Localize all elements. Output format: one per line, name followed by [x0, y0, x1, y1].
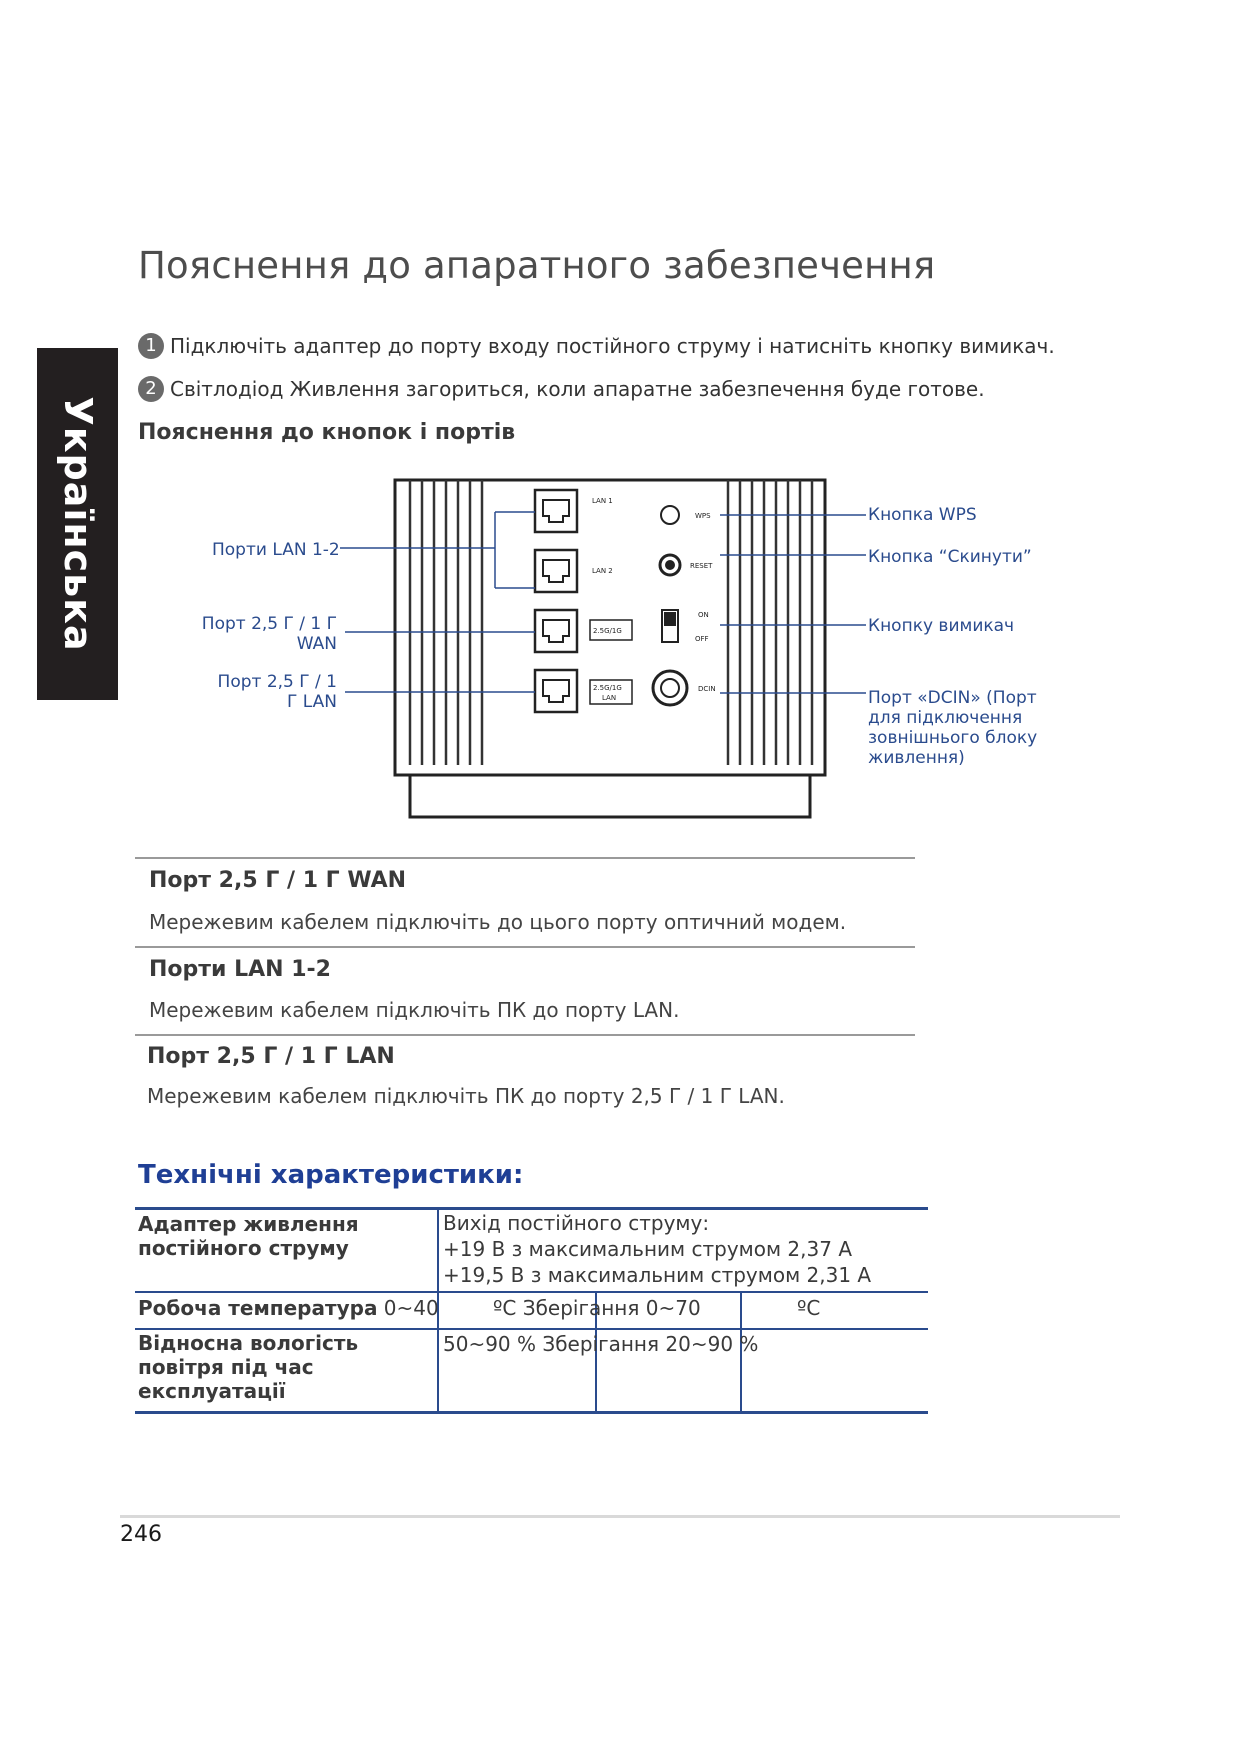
- callout-wan-line1: Порт 2,5 Г / 1 Г: [201, 614, 337, 634]
- specs-heading: Технічні характеристики:: [138, 1160, 524, 1190]
- port-lan25-desc: Мережевим кабелем підключіть ПК до порту 2,5 Г / 1 Г LAN.: [147, 1084, 785, 1108]
- step-text: Світлодіод Живлення загориться, коли апаратне забезпечення буде готове.: [170, 377, 985, 401]
- spec-label-humidity: [138, 1331, 358, 1403]
- buttons-ports-heading: Пояснення до кнопок і портів: [138, 420, 516, 445]
- spec-value-temperature-b: ºC: [797, 1296, 821, 1320]
- callout-dcin-line1: Порт «DCIN» (Порт: [868, 688, 1037, 708]
- callout-reset-button: Кнопка “Скинути”: [868, 547, 1032, 567]
- spec-value-adapter: [443, 1210, 871, 1288]
- spec-label-line: постійного струму: [138, 1236, 349, 1260]
- spec-value-temperature-a: ºC Зберігання 0~70: [493, 1296, 701, 1320]
- specs-row-line: [135, 1328, 928, 1330]
- callout-lan-ports: Порти LAN 1-2: [212, 540, 340, 560]
- divider: [135, 946, 915, 948]
- label-lan-badge-1: 2.5G/1G: [593, 684, 622, 692]
- spec-value-humidity: 50~90 % Зберігання 20~90 %: [443, 1332, 759, 1356]
- spec-label-line: Відносна вологість: [138, 1331, 359, 1355]
- callout-wan-port: [200, 614, 337, 654]
- spec-label-value: 0~40: [383, 1296, 439, 1320]
- callout-dcin-line4: живлення): [868, 748, 965, 768]
- port-lan-desc: Мережевим кабелем підключіть ПК до порту LAN.: [149, 998, 680, 1022]
- label-lan-badge-2: LAN: [602, 694, 617, 702]
- callout-dcin-port: [868, 688, 1037, 768]
- callout-dcin-line3: зовнішнього блоку: [868, 728, 1038, 748]
- callout-lan25-port: [200, 672, 337, 712]
- spec-label-line: Адаптер живлення: [138, 1212, 359, 1236]
- label-wan-badge: 2.5G/1G: [593, 627, 622, 635]
- divider: [135, 1034, 915, 1036]
- specs-bottom-rule: [135, 1411, 928, 1414]
- callout-wps-button: Кнопка WPS: [868, 505, 977, 525]
- spec-value-line: Вихід постійного струму:: [443, 1211, 710, 1235]
- port-wan-desc: Мережевим кабелем підключіть до цього порту оптичний модем.: [149, 910, 847, 934]
- callout-power-switch: Кнопку вимикач: [868, 616, 1015, 636]
- step-number-badge: 2: [138, 376, 164, 402]
- label-reset: RESET: [690, 562, 713, 570]
- spec-label-text: Робоча температура: [138, 1296, 378, 1320]
- footer-rule: [120, 1515, 1120, 1518]
- callout-wan-line2: WAN: [296, 634, 337, 654]
- label-dcin: DCIN: [698, 685, 716, 693]
- label-lan2: LAN 2: [592, 567, 613, 575]
- specs-row-line: [135, 1291, 928, 1293]
- label-wps: WPS: [695, 512, 711, 520]
- port-lan25-name: Порт 2,5 Г / 1 Г LAN: [147, 1044, 395, 1069]
- port-wan-name: Порт 2,5 Г / 1 Г WAN: [149, 868, 407, 893]
- step-number-badge: 1: [138, 333, 164, 359]
- label-on: ON: [698, 611, 709, 619]
- language-tab-label: Українська: [55, 396, 100, 652]
- spec-label-temperature: [138, 1295, 439, 1321]
- spec-label-line: експлуатації: [138, 1379, 286, 1403]
- page-title: Пояснення до апаратного забезпечення: [138, 244, 936, 287]
- page-number: 246: [120, 1522, 162, 1547]
- spec-label-adapter: [138, 1212, 359, 1260]
- label-off: OFF: [695, 635, 709, 643]
- spec-value-line: +19 В з максимальним струмом 2,37 А: [443, 1237, 853, 1261]
- callout-lan25-line2: Г LAN: [287, 692, 337, 712]
- callout-dcin-line2: для підключення: [868, 708, 1023, 728]
- divider: [135, 857, 915, 859]
- step-text: Підключіть адаптер до порту входу постійного струму і натисніть кнопку вимикач.: [170, 334, 1055, 358]
- label-lan1: LAN 1: [592, 497, 613, 505]
- spec-value-line: +19,5 В з максимальним струмом 2,31 А: [443, 1263, 872, 1287]
- port-lan-name: Порти LAN 1-2: [149, 957, 331, 982]
- spec-label-line: повітря під час: [138, 1355, 314, 1379]
- callout-lan25-line1: Порт 2,5 Г / 1: [217, 672, 337, 692]
